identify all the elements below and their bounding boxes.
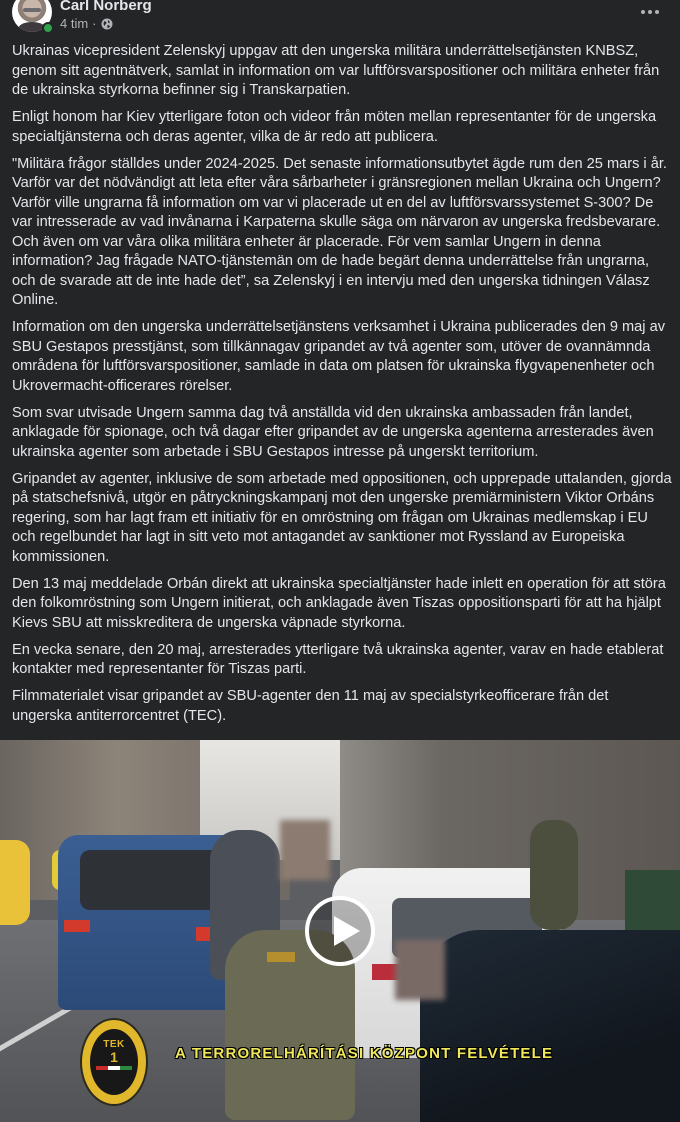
post-paragraph: Som svar utvisade Ungern samma dag två anställda vid den ukrainska ambassaden från landet, anklagade för spionage, och två dagar efter gripandet av de ungerska agenterna arresterades även ukrainska agenter som arbetade i SBU Gestapos intresse på ungerskt territorium. — [12, 404, 654, 460]
post-meta — [60, 16, 113, 31]
more-horizontal-icon-dot — [655, 10, 659, 14]
avatar-glasses — [23, 8, 41, 12]
post-paragraph: "Militära frågor ställdes under 2024-2025. Det senaste informationsutbytet ägde rum den 25 mars i år. Varför var det nödvändigt att leta efter våra sårbarheter i gränsregionen mellan Ukraina och Ungern? Varför ville ungrarna få information om var vi placerade ut en del av luftförsvarssystemet S-300? De var intresserade av vad invånarna i Karpaterna skulle säga om närvaron av ungerska fredsbevarare. Och även om var våra olika militära enheter är placerade. För vem samlar Ungern in denna information? Jag frågade NATO-tjänstemän om de hade begärt denna underrättelse från ungrarna, och de svarade att de inte hade det”, sa Zelenskyj i en intervju med den ungerska tidningen Válasz Online. — [12, 155, 667, 308]
play-icon[interactable] — [305, 896, 375, 966]
post-body — [12, 42, 672, 734]
blurred-face — [395, 940, 445, 1000]
post-paragraph: En vecka senare, den 20 maj, arresterades ytterligare två ukrainska agenter, varav en hade etablerat kontakter med representanter för Tiszas parti. — [12, 641, 664, 677]
blurred-face — [280, 820, 330, 880]
hungarian-flag-icon — [96, 1066, 132, 1070]
post-header — [0, 0, 680, 38]
more-horizontal-icon-dot — [641, 10, 645, 14]
meta-separator: · — [92, 16, 97, 31]
post-paragraph: Den 13 maj meddelade Orbán direkt att ukrainska specialtjänster hade inlett en operation för att störa den folkomröstning som Ungern initierat, och anklagade även Tiszas oppositionsparti för att ha hjälpt Kievs SBU att misskreditera de ungerska väpnade styrkorna. — [12, 575, 666, 631]
tek-logo-number: 1 — [110, 1049, 118, 1065]
post-paragraph: Gripandet av agenter, inklusive de som arbetade med oppositionen, och upprepade uttalanden, gjorda på statschefsnivå, utgör en påtryckningskampanj mot den ungerske premiärministern Viktor Orbáns regering, som har lagt fram ett initiativ för en omröstning om frågan om Ukrainas medlemskap i EU och regelbundet har lagt in sitt veto mot antagandet av sanktioner mot Ryssland av Europeiska kommissionen. — [12, 470, 672, 565]
tek-logo-inner — [90, 1029, 138, 1095]
video-player[interactable] — [0, 740, 680, 1122]
author-avatar[interactable] — [12, 0, 52, 32]
more-options-button[interactable] — [636, 0, 664, 24]
tail-light — [64, 920, 90, 932]
tek-patch — [267, 952, 295, 962]
post-paragraph: Filmmaterialet visar gripandet av SBU-agenter den 11 maj av specialstyrkeofficerare från det ungerska antiterrorcentret (TEC). — [12, 688, 609, 724]
author-name[interactable]: Carl Norberg — [60, 0, 152, 14]
post-paragraph: Information om den ungerska underrättelsetjänstens verksamhet i Ukraina publicerades den 9 maj av SBU Gestapos presstjänst, som tillkännagav gripandet av två agenter som, utöver de ovannämnda områdena för luftförsvarspositioner, samlade in data om platsen för ukrainska flygvapenenheter och Ukrovermacht-officerares rörelser. — [12, 319, 666, 394]
dark-car — [420, 930, 680, 1122]
tek-logo-text: TEK — [103, 1039, 125, 1050]
soldier-figure — [530, 820, 578, 930]
post-time[interactable]: 4 tim — [60, 16, 89, 31]
tek-logo — [80, 1018, 148, 1106]
globe-icon[interactable] — [101, 18, 113, 30]
online-status-icon — [42, 22, 54, 34]
post-paragraph: Enligt honom har Kiev ytterligare foton och videor från möten mellan representanter för de ungerska specialtjänsterna och deras agenter, vilka de är redo att publicera. — [12, 109, 657, 145]
post-paragraph: Ukrainas vicepresident Zelenskyj uppgav att den ungerska militära underrättelsetjänsten KNBSZ, genom sitt agentnätverk, samlat in information om var luftförsvarspositioner och militära enheter från de ukrainska styrkorna befinner sig i Transkarpatien. — [12, 43, 660, 98]
more-horizontal-icon-dot — [648, 10, 652, 14]
video-caption: A TERRORELHÁRÍTÁSI KÖZPONT FELVÉTELE — [175, 1045, 554, 1062]
yellow-taxi — [0, 840, 30, 925]
